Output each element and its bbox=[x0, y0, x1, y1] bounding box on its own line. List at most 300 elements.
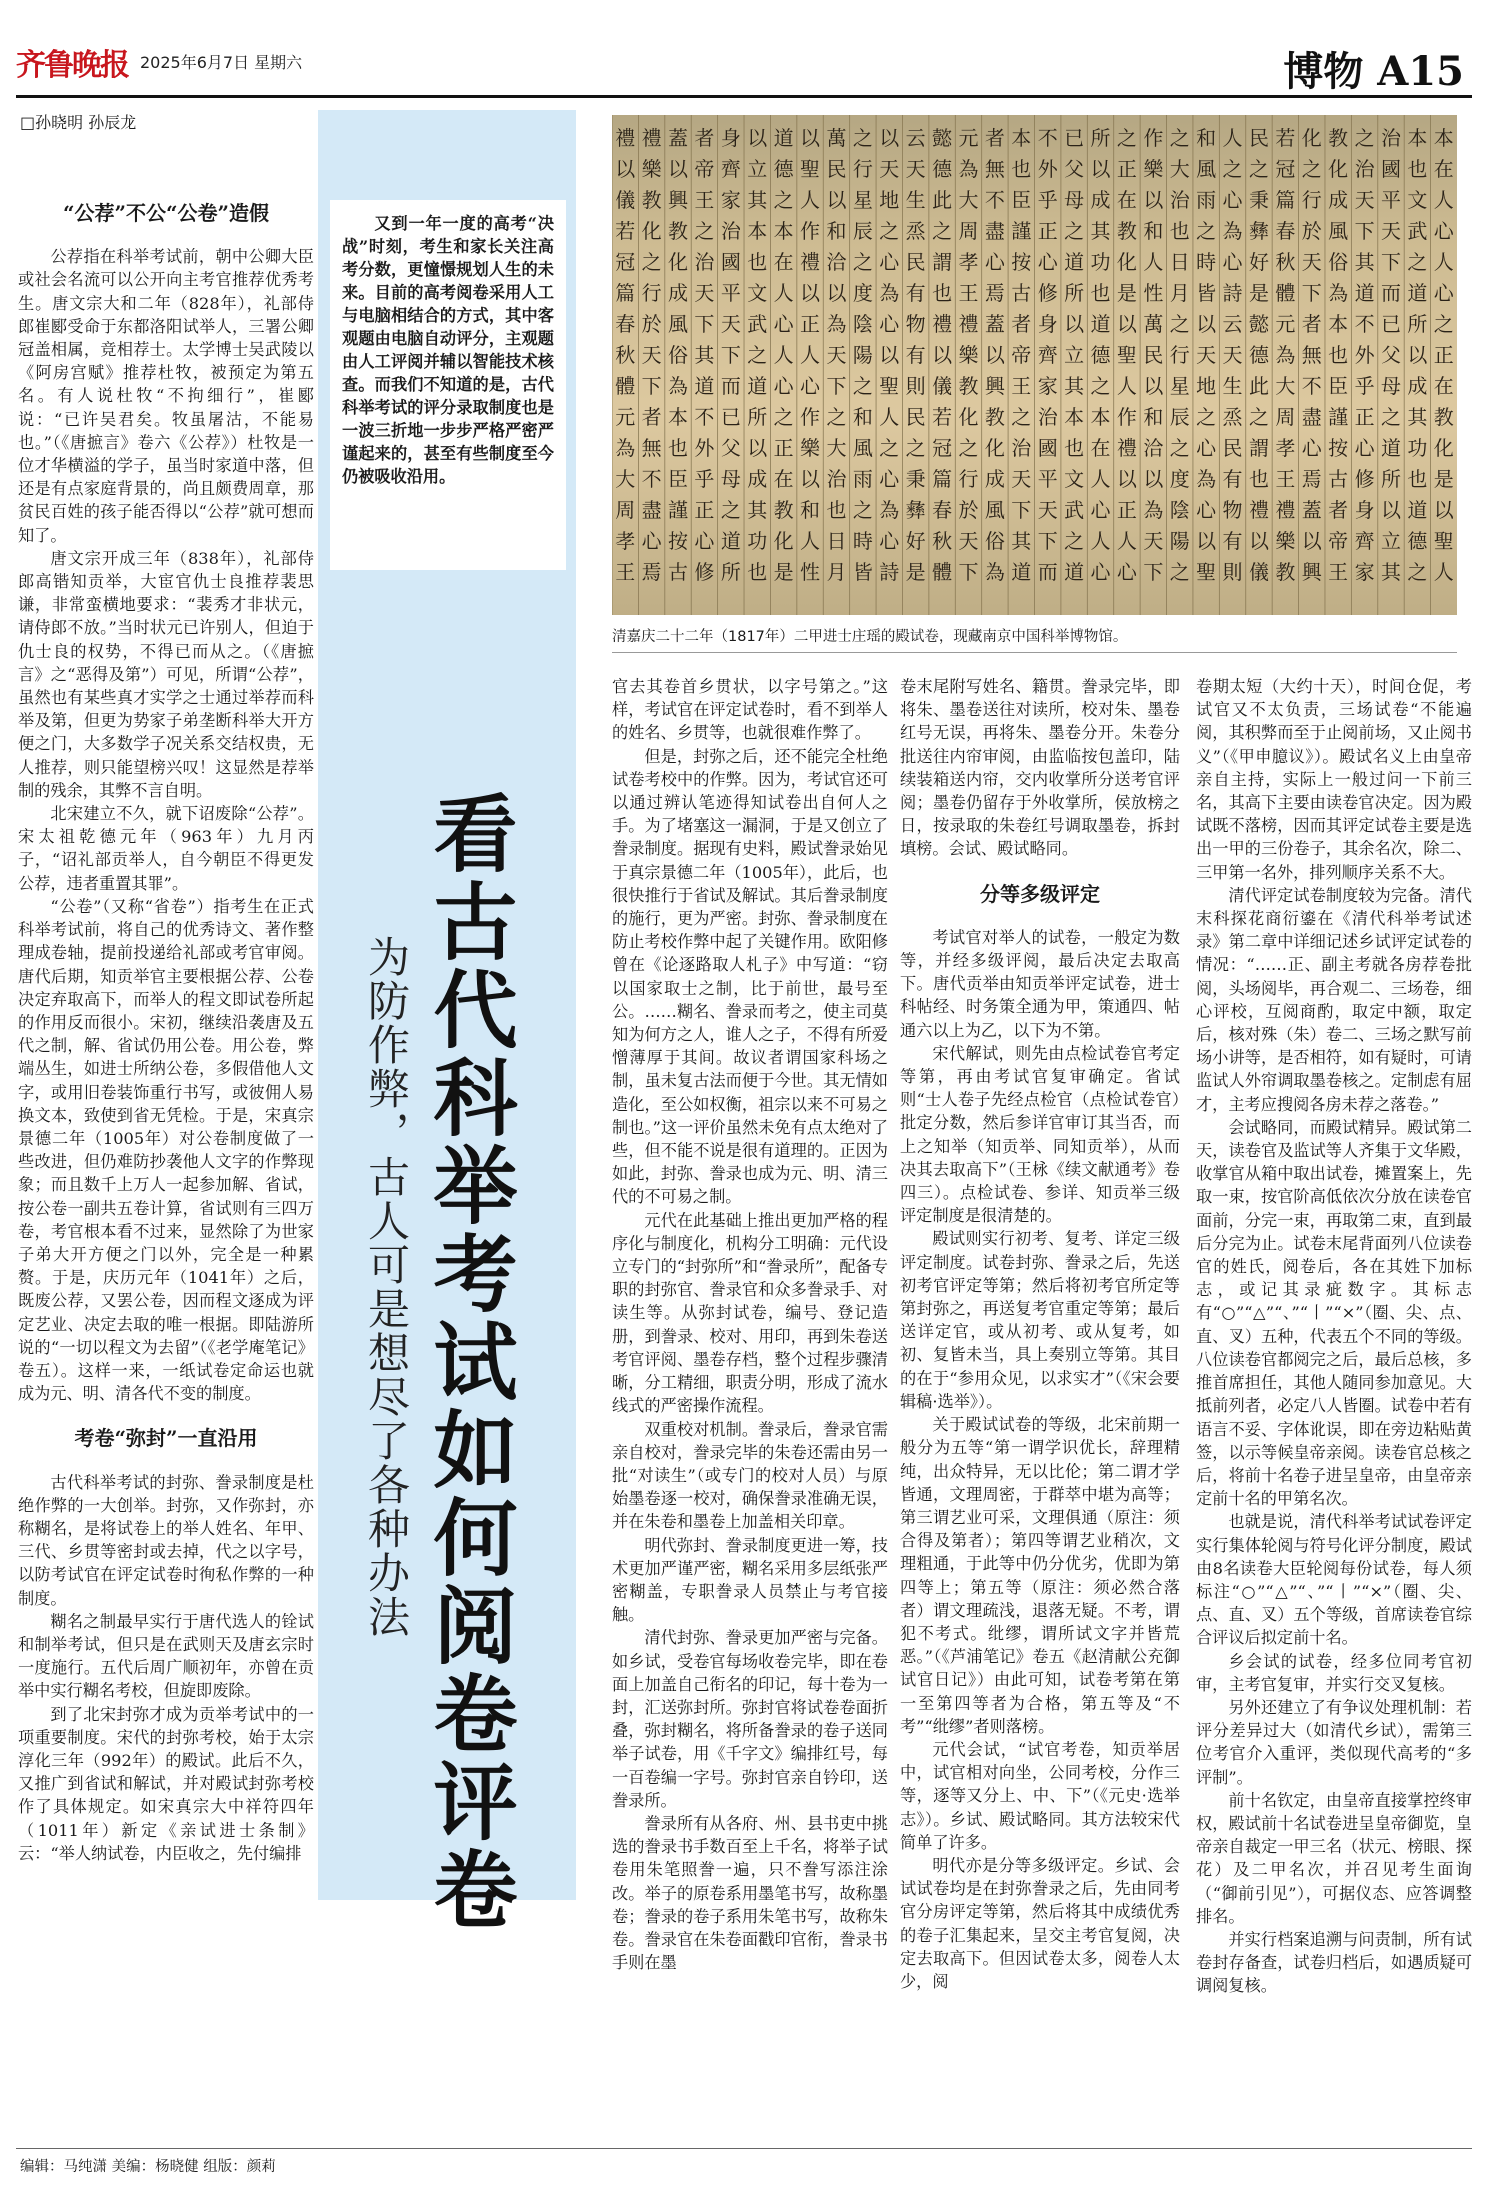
scroll-character: 心 bbox=[1433, 219, 1454, 243]
scroll-character: 於 bbox=[641, 312, 662, 336]
scroll-character: 臣 bbox=[668, 467, 689, 491]
scroll-character: 物 bbox=[905, 312, 926, 336]
scroll-character: 心 bbox=[879, 529, 900, 553]
bottom-divider bbox=[16, 2148, 1472, 2149]
scroll-character: 治 bbox=[826, 467, 847, 491]
scroll-character: 體 bbox=[615, 374, 636, 398]
scroll-character: 無 bbox=[984, 157, 1005, 181]
scroll-character: 秉 bbox=[905, 467, 926, 491]
scroll-character: 身 bbox=[1354, 498, 1375, 522]
scroll-character: 正 bbox=[1116, 157, 1137, 181]
scroll-character: 在 bbox=[773, 250, 794, 274]
body-paragraph: 明代弥封、誊录制度更进一筹，技术更加严谨严密，糊名采用多层纸张严密糊盖，专职誊录人员禁止与考官接触。 bbox=[612, 1535, 888, 1625]
scroll-character: 治 bbox=[1169, 188, 1190, 212]
scroll-character: 教 bbox=[1433, 405, 1454, 429]
section-subhead: 考卷“弥封”一直沿用 bbox=[74, 1426, 258, 1451]
scroll-character: 大 bbox=[958, 188, 979, 212]
scroll-character: 也 bbox=[1064, 436, 1085, 460]
scroll-character: 其 bbox=[1011, 529, 1032, 553]
scroll-character: 其 bbox=[694, 343, 715, 367]
article-column-3 bbox=[612, 675, 888, 1974]
section-subhead: 分等多级评定 bbox=[980, 881, 1100, 906]
scroll-character: 和 bbox=[852, 405, 873, 429]
scroll-character: 謂 bbox=[1248, 436, 1269, 460]
scroll-character: 是 bbox=[773, 560, 794, 584]
scroll-character: 盡 bbox=[1301, 405, 1322, 429]
scroll-character: 下 bbox=[1301, 281, 1322, 305]
scroll-character: 天 bbox=[720, 312, 741, 336]
scroll-character: 度 bbox=[852, 281, 873, 305]
scroll-character: 也 bbox=[932, 281, 953, 305]
scroll-character: 焉 bbox=[1301, 467, 1322, 491]
scroll-character: 在 bbox=[1090, 436, 1111, 460]
scroll-character: 人 bbox=[800, 529, 821, 553]
scroll-character: 之 bbox=[773, 188, 794, 212]
scroll-character: 心 bbox=[1301, 436, 1322, 460]
scroll-character: 篇 bbox=[1275, 188, 1296, 212]
scroll-character: 大 bbox=[826, 436, 847, 460]
scroll-character: 以 bbox=[668, 157, 689, 181]
scroll-character: 德 bbox=[773, 157, 794, 181]
scroll-character: 者 bbox=[1011, 312, 1032, 336]
scroll-character: 是 bbox=[1433, 467, 1454, 491]
scroll-character: 正 bbox=[773, 436, 794, 460]
scroll-character: 也 bbox=[1328, 343, 1349, 367]
body-paragraph: 到了北宋封弥才成为贡举考试中的一项重要制度。宋代的封弥考校，始于太宗淳化三年（992年）的殿试。此后不久，又推广到省试和解试，并对殿试封弥考校作了具体规定。如宋真宗大中祥符四年（1011年）新定《亲试进士条制》云：“举人纳试卷，内臣收之，先付编排 bbox=[18, 1704, 314, 1863]
scroll-character: 心 bbox=[773, 374, 794, 398]
scroll-character: 洽 bbox=[826, 250, 847, 274]
scroll-character: 人 bbox=[879, 405, 900, 429]
scroll-character: 聖 bbox=[1433, 529, 1454, 553]
scroll-character: 以 bbox=[826, 281, 847, 305]
scroll-character: 雨 bbox=[852, 467, 873, 491]
scroll-character: 人 bbox=[800, 188, 821, 212]
scroll-character: 而 bbox=[1037, 560, 1058, 584]
scroll-character: 是 bbox=[1116, 281, 1137, 305]
scroll-character: 成 bbox=[668, 281, 689, 305]
scroll-character: 心 bbox=[879, 312, 900, 336]
scroll-character: 無 bbox=[641, 436, 662, 460]
scroll-character: 成 bbox=[1328, 188, 1349, 212]
scroll-character: 人 bbox=[1433, 560, 1454, 584]
body-paragraph: 卷末尾附写姓名、籍贯。誊录完毕，即将朱、墨卷送往对读所，校对朱、墨卷红号无误，再将朱、墨卷分开。朱卷分批送往内帘审阅，由监临按包盖印，陆续装箱送内帘，交内收掌所分送考官评阅；墨卷仍留存于外收掌所，侯放榜之日，按录取的朱卷红号调取墨卷，拆封填榜。会试、殿试略同。 bbox=[900, 677, 1180, 859]
scroll-character: 心 bbox=[1196, 436, 1217, 460]
scroll-character: 武 bbox=[1407, 219, 1428, 243]
scroll-character: 之 bbox=[958, 436, 979, 460]
scroll-character: 聖 bbox=[800, 157, 821, 181]
photo-divider bbox=[612, 652, 1457, 653]
scroll-character: 烝 bbox=[1222, 405, 1243, 429]
body-paragraph: 殿试则实行初考、复考、详定三级评定制度。试卷封弥、誊录之后，先送初考官评定等第；然后将初考官所定等第封弥之，再送复考官重定等第；最后送详定官，或从初考、或从复考，如初、复皆未当，具上奏别立等第。其目的在于“参用众见，以求实才”（《宋会要辑稿·选举》）。 bbox=[900, 1229, 1180, 1411]
scroll-character: 治 bbox=[1037, 405, 1058, 429]
scroll-character: 乎 bbox=[694, 467, 715, 491]
scroll-character: 以 bbox=[1196, 312, 1217, 336]
scroll-character: 聖 bbox=[1116, 343, 1137, 367]
scroll-character: 陽 bbox=[852, 343, 873, 367]
scroll-character: 天 bbox=[1380, 219, 1401, 243]
scroll-character: 本 bbox=[773, 219, 794, 243]
scroll-character: 心 bbox=[1090, 498, 1111, 522]
scroll-character: 之 bbox=[1433, 312, 1454, 336]
scroll-character: 人 bbox=[1116, 529, 1137, 553]
scroll-character: 風 bbox=[668, 312, 689, 336]
body-paragraph: 但是，封弥之后，还不能完全杜绝试卷考校中的作弊。因为，考试官还可以通过辨认笔迹得知试卷出自何人之手。为了堵塞这一漏洞，于是又创立了誊录制度。据现有史料，殿试誊录始见于真宗景德二年（1005年），此后，也很快推行于省试及解试。其后誊录制度的施行，更为严密。封弥、誊录制度在防止考校作弊中起了关键作用。欧阳修曾在《论逐路取人札子》中写道：“窃以国家取士之制，比于前世，最号至公。……糊名、誊录而考之，使主司莫知为何方之人，谁人之子，不得有所爱憎薄厚于其间。故议者谓国家科场之制，虽未复古法而便于今世。其无情如造化，至公如权衡，祖宗以来不可易之制也。”这一评价虽然未免有点太绝对了些，但不能不说是很有道理的。正因为如此，封弥、誊录也成为元、明、清三代的不可易之制。 bbox=[612, 746, 888, 1207]
scroll-character: 作 bbox=[800, 219, 821, 243]
scroll-character: 秋 bbox=[932, 529, 953, 553]
scroll-character: 之 bbox=[879, 219, 900, 243]
scroll-character: 治 bbox=[1011, 436, 1032, 460]
byline: □孙晓明 孙辰龙 bbox=[20, 113, 137, 132]
scroll-character: 王 bbox=[1011, 374, 1032, 398]
scroll-character: 陽 bbox=[1169, 529, 1190, 553]
scroll-character: 也 bbox=[1011, 157, 1032, 181]
scroll-character: 治 bbox=[720, 219, 741, 243]
scroll-character: 心 bbox=[1090, 560, 1111, 584]
scroll-character: 教 bbox=[1116, 219, 1137, 243]
scroll-character: 天 bbox=[1354, 188, 1375, 212]
scroll-character: 謹 bbox=[1328, 405, 1349, 429]
scroll-character: 身 bbox=[720, 126, 741, 150]
scroll-character: 天 bbox=[879, 157, 900, 181]
scroll-character: 元 bbox=[1275, 312, 1296, 336]
scroll-character: 化 bbox=[1301, 126, 1322, 150]
scroll-character: 其 bbox=[1380, 560, 1401, 584]
body-paragraph: 公荐指在科举考试前，朝中公卿大臣或社会名流可以公开向主考官推荐优秀考生。唐文宗大和二年（828年），礼部侍郎崔郾受命于东都洛阳试举人，三署公卿冠盖相属，竞相荐士。太学博士吴武陵以《阿房宫赋》推荐杜牧，被预定为第五名。有人说杜牧“不拘细行”，崔郾说：“已许吴君矣。牧虽屠沽，不能易也。”（《唐摭言》卷六《公荐》）杜牧是一位才华横溢的学子，虽当时家道中落，但还是有点家庭背景的，尚且颇费周章，那贫民百姓的孩子能否得以“公荐”就可想而知了。 bbox=[18, 247, 314, 545]
scroll-character: 文 bbox=[1407, 188, 1428, 212]
body-paragraph: 宋代解试，则先由点检试卷官考定等第，再由考试官复审确定。省试则“士人卷子先经点检官（点检试卷官）批定分数，然后参详官审订其当否，而上之知举（知贡举、同知贡举），从而决其去取高下”（王栐《续文献通考》卷四三）。点检试卷、参详、知贡举三级评定制度是很清楚的。 bbox=[900, 1043, 1180, 1226]
scroll-character: 樂 bbox=[641, 157, 662, 181]
scroll-character: 王 bbox=[615, 560, 636, 584]
scroll-character: 儀 bbox=[615, 188, 636, 212]
body-paragraph: 前十名钦定，由皇帝直接掌控终审权，殿试前十名试卷进呈皇帝御览，皇帝亲自裁定一甲三名（状元、榜眼、探花）及二甲名次，并召见考生面询（“御前引见”），可据仪态、应答调整排名。 bbox=[1196, 1790, 1472, 1926]
scroll-character: 正 bbox=[694, 498, 715, 522]
scroll-character: 化 bbox=[641, 219, 662, 243]
scroll-character: 教 bbox=[1275, 560, 1296, 584]
scroll-character: 道 bbox=[1064, 560, 1085, 584]
scroll-character: 平 bbox=[720, 281, 741, 305]
scroll-character: 為 bbox=[668, 374, 689, 398]
scroll-character: 按 bbox=[1328, 436, 1349, 460]
scroll-character: 帝 bbox=[694, 157, 715, 181]
scroll-character: 是 bbox=[905, 560, 926, 584]
scroll-character: 人 bbox=[1143, 250, 1164, 274]
scroll-character: 是 bbox=[1248, 281, 1269, 305]
scroll-character: 其 bbox=[1090, 219, 1111, 243]
scroll-character: 雨 bbox=[1196, 188, 1217, 212]
scroll-character: 之 bbox=[1169, 560, 1190, 584]
scroll-character: 下 bbox=[1037, 529, 1058, 553]
scroll-character: 人 bbox=[1116, 374, 1137, 398]
scroll-character: 德 bbox=[932, 157, 953, 181]
scroll-character: 之 bbox=[852, 126, 873, 150]
scroll-character: 道 bbox=[1407, 498, 1428, 522]
scroll-character: 有 bbox=[905, 281, 926, 305]
scroll-character: 體 bbox=[1275, 281, 1296, 305]
scroll-character: 樂 bbox=[1143, 157, 1164, 181]
scroll-character: 也 bbox=[668, 436, 689, 460]
scroll-character: 之 bbox=[641, 250, 662, 274]
scroll-character: 不 bbox=[1037, 126, 1058, 150]
scroll-character: 秋 bbox=[615, 343, 636, 367]
scroll-character: 化 bbox=[1328, 157, 1349, 181]
scroll-character: 乎 bbox=[1037, 188, 1058, 212]
scroll-character: 化 bbox=[773, 529, 794, 553]
scroll-character: 治 bbox=[1354, 157, 1375, 181]
scroll-character: 大 bbox=[1275, 374, 1296, 398]
scroll-character: 心 bbox=[800, 374, 821, 398]
scroll-character: 之 bbox=[1011, 405, 1032, 429]
scroll-character: 之 bbox=[1064, 529, 1085, 553]
scroll-character: 為 bbox=[1275, 343, 1296, 367]
scroll-character: 篇 bbox=[615, 281, 636, 305]
scroll-character: 以 bbox=[1143, 467, 1164, 491]
scroll-character: 時 bbox=[852, 529, 873, 553]
scroll-character: 天 bbox=[905, 157, 926, 181]
scroll-character: 外 bbox=[1037, 157, 1058, 181]
scroll-character: 好 bbox=[1248, 250, 1269, 274]
scroll-character: 化 bbox=[1116, 250, 1137, 274]
scroll-character: 心 bbox=[1196, 498, 1217, 522]
scroll-character: 成 bbox=[747, 467, 768, 491]
scroll-character: 周 bbox=[958, 219, 979, 243]
scroll-character: 在 bbox=[773, 467, 794, 491]
scroll-character: 以 bbox=[747, 126, 768, 150]
body-paragraph: 会试略同，而殿试精异。殿试第二天，读卷官及监试等人齐集于文华殿，收掌官从箱中取出试卷，摊置案上，先取一束，按官阶高低依次分放在读卷官面前，分完一束，再取第二束，直到最后分完为止。试卷末尾背面列八位读卷官的姓氏，阅卷后，各在其姓下加标志，或记其录疵数字。其标志有“○”“△”“、”“丨”“×”（圈、尖、点、直、叉）五种，代表五个不同的等级。八位读卷官都阅完之后，最后总核，多推首席担任，其他人随同参加意见。大抵前列者，必定八人皆圈。试卷中若有语言不妥、字体讹误，即在旁边粘贴黄签，以示等候皇帝亲阅。读卷官总核之后，将前十名卷子进呈皇帝，由皇帝亲定前十名的甲第名次。 bbox=[1196, 1117, 1472, 1509]
scroll-character: 不 bbox=[694, 405, 715, 429]
scroll-character: 謂 bbox=[932, 250, 953, 274]
scroll-character: 冠 bbox=[1275, 157, 1296, 181]
scroll-character: 辰 bbox=[852, 219, 873, 243]
scroll-character: 孝 bbox=[615, 529, 636, 553]
scroll-character: 教 bbox=[668, 219, 689, 243]
scroll-character: 性 bbox=[800, 560, 821, 584]
scroll-character: 心 bbox=[984, 250, 1005, 274]
scroll-character: 身 bbox=[1037, 312, 1058, 336]
body-paragraph: “公卷”（又称“省卷”）指考生在正式科举考试前，将自己的优秀诗文、著作整理成卷轴，提前投递给礼部或考官审阅。唐代后期，知贡举官主要根据公荐、公卷决定弃取高下，而举人的程文即试卷所起的作用反而很小。宋初，继续沿袭唐及五代之制，解、省试仍用公卷。用公卷，弊端丛生，如进士所纳公卷，多假借他人文字，或用旧卷装饰重行书写，或彼佣人易换文本，致使到省无凭检。于是，宋真宗景德二年（1005年）对公卷制度做了一些改进，但仍难防抄袭他人文字的作弊现象；而且数千上万人一起参加解、省试，按公卷一副共五卷计算，省试则有三四万卷，考官根本看不过来，显然除了为世家子弟大开方便之门以外，完全是一种累赘。于是，庆历元年（1041年）之后，既废公荐，又罢公卷，因而程文逐成为评定艺业、决定去取的唯一根据。即陆游所说的“一切以程文为去留”（《老学庵笔记》卷五）。这样一来，一纸试卷定命运也就成为元、明、清各代不变的制度。 bbox=[18, 896, 314, 1404]
scroll-character: 之 bbox=[1064, 219, 1085, 243]
scroll-character: 彝 bbox=[1248, 219, 1269, 243]
scroll-character: 蓋 bbox=[668, 126, 689, 150]
body-paragraph: 清代评定试卷制度较为完备。清代末科探花商衍鎏在《清代科举考试述录》第二章中详细记述乡试评定试卷的情况：“……正、副主考就各房荐卷批阅，头场阅毕，再合观二、三场卷，细心评校，互阅商酌，取定中额，取定后，核对殊（朱）卷二、三场之默写前场小讲等，是否相符，如有疑时，可请监试人外帘调取墨卷核之。定制虑有屈才，主考应搜阅各房未荐之落卷。” bbox=[1196, 885, 1472, 1114]
scroll-character: 家 bbox=[1037, 374, 1058, 398]
scroll-character: 父 bbox=[1064, 157, 1085, 181]
scroll-character: 所 bbox=[1064, 281, 1085, 305]
scroll-character: 按 bbox=[1011, 250, 1032, 274]
scroll-character: 下 bbox=[1380, 250, 1401, 274]
scroll-character: 不 bbox=[1301, 374, 1322, 398]
scroll-character: 之 bbox=[1196, 405, 1217, 429]
scroll-character: 其 bbox=[747, 498, 768, 522]
scroll-character: 心 bbox=[641, 529, 662, 553]
scroll-character: 以 bbox=[879, 343, 900, 367]
scroll-character: 而 bbox=[720, 374, 741, 398]
body-paragraph: 官去其卷首乡贯状，以字号第之。”这样，考试官在评定试卷时，看不到举人的姓名、乡贯等，也就很难作弊了。 bbox=[612, 677, 888, 743]
scroll-character: 本 bbox=[747, 219, 768, 243]
scroll-character: 天 bbox=[958, 529, 979, 553]
scroll-character: 也 bbox=[1248, 467, 1269, 491]
scroll-character: 在 bbox=[1116, 188, 1137, 212]
scroll-character: 地 bbox=[879, 188, 900, 212]
scroll-character: 武 bbox=[1064, 498, 1085, 522]
scroll-character: 立 bbox=[1064, 343, 1085, 367]
scroll-character: 樂 bbox=[800, 436, 821, 460]
article-column-5 bbox=[1196, 675, 1472, 1998]
scroll-character: 也 bbox=[1090, 281, 1111, 305]
scroll-character: 齊 bbox=[720, 157, 741, 181]
scroll-character: 之 bbox=[932, 219, 953, 243]
scroll-character: 心 bbox=[773, 312, 794, 336]
scroll-character: 也 bbox=[747, 560, 768, 584]
scroll-character: 為 bbox=[879, 281, 900, 305]
scroll-character: 而 bbox=[1380, 281, 1401, 305]
scroll-character: 作 bbox=[1143, 126, 1164, 150]
scroll-character: 樂 bbox=[958, 343, 979, 367]
scroll-character: 之 bbox=[879, 436, 900, 460]
scroll-character: 文 bbox=[1064, 467, 1085, 491]
scroll-character: 教 bbox=[641, 188, 662, 212]
scroll-character: 聖 bbox=[1196, 560, 1217, 584]
scroll-character: 下 bbox=[1354, 219, 1375, 243]
scroll-character: 之 bbox=[852, 250, 873, 274]
scroll-character: 若 bbox=[1275, 126, 1296, 150]
scroll-character: 為 bbox=[984, 560, 1005, 584]
scroll-character: 物 bbox=[1222, 498, 1243, 522]
scroll-character: 道 bbox=[1354, 281, 1375, 305]
scroll-character: 化 bbox=[1433, 436, 1454, 460]
scroll-character: 平 bbox=[1037, 467, 1058, 491]
scroll-character: 行 bbox=[958, 467, 979, 491]
scroll-character: 民 bbox=[905, 405, 926, 429]
scroll-character: 興 bbox=[984, 374, 1005, 398]
scroll-character: 禮 bbox=[615, 126, 636, 150]
scroll-character: 烝 bbox=[905, 219, 926, 243]
editor-credits: 编辑：马纯潇 美编：杨晓健 组版：颜莉 bbox=[20, 2159, 276, 2175]
scroll-character: 人 bbox=[800, 343, 821, 367]
scroll-character: 以 bbox=[826, 188, 847, 212]
body-paragraph: 元代会试，“试官考卷，知贡举居中，试官相对向坐，公同考校，分作三等，逐等又分上、中、下”（《元史·选举志》）。乡试、殿试略同。其方法较宋代简单了许多。 bbox=[900, 1739, 1180, 1852]
top-divider bbox=[16, 95, 1472, 98]
body-paragraph: 考试官对举人的试卷，一般定为数等，并经多级评阅，最后决定去取高下。唐代贡举由知贡举评定试卷，进士科帖经、时务策全通为甲，策通四、帖通六以上为乙，以下为不第。 bbox=[900, 927, 1180, 1040]
scroll-character: 天 bbox=[1301, 250, 1322, 274]
scroll-character: 古 bbox=[1011, 281, 1032, 305]
scroll-character: 治 bbox=[1380, 126, 1401, 150]
scroll-character: 所 bbox=[720, 560, 741, 584]
scroll-character: 正 bbox=[1116, 498, 1137, 522]
scroll-character: 風 bbox=[984, 498, 1005, 522]
scroll-character: 心 bbox=[1116, 560, 1137, 584]
article-column-1 bbox=[18, 180, 314, 1865]
scroll-character: 彝 bbox=[905, 498, 926, 522]
scroll-character: 以 bbox=[1380, 498, 1401, 522]
scroll-character: 民 bbox=[1222, 436, 1243, 460]
scroll-character: 之 bbox=[1407, 560, 1428, 584]
scroll-character: 生 bbox=[1222, 374, 1243, 398]
scroll-character: 古 bbox=[1328, 467, 1349, 491]
scroll-character: 興 bbox=[668, 188, 689, 212]
scroll-character: 其 bbox=[1407, 405, 1428, 429]
scroll-character: 大 bbox=[1169, 157, 1190, 181]
scroll-character: 國 bbox=[1380, 157, 1401, 181]
scroll-character: 風 bbox=[852, 436, 873, 460]
scroll-character: 之 bbox=[1169, 126, 1190, 150]
body-paragraph: 卷期太短（大约十天），时间仓促，考试官又不太负责，三场试卷“不能遍阅，其积弊而至于止阅前场，又止阅书义”（《甲申臆议》）。殿试名义上由皇帝亲自主持，实际上一般过问一下前三名，其高下主要由读卷官决定。因为殿试既不落榜，因而其评定试卷主要是选出一甲的三份卷子，其余名次，除二、三甲第一名外，排列顺序关系不大。 bbox=[1196, 677, 1472, 882]
body-paragraph: 北宋建立不久，就下诏废除“公荐”。宋太祖乾德元年（963年）九月丙子，“诏礼部贡举人，自今朝臣不得更发公荐，违者重置其罪”。 bbox=[18, 804, 314, 893]
scroll-character: 本 bbox=[1433, 126, 1454, 150]
scroll-character: 也 bbox=[1407, 157, 1428, 181]
scroll-character: 禮 bbox=[1116, 436, 1137, 460]
body-paragraph: 清代封弥、誊录更加严密与完备。如乡试，受卷官每场收卷完毕，即在卷面上加盖自己衔名的印记，每十卷为一封，汇送弥封所。弥封官将试卷卷面折叠，弥封糊名，将所备誊录的卷子送同举子试卷，用《千字文》编排红号，每一百卷编一字号。弥封官亲自钤印，送誊录所。 bbox=[612, 1628, 888, 1810]
scroll-character: 德 bbox=[1248, 343, 1269, 367]
section-label: 博物 A15 bbox=[1283, 48, 1464, 95]
scroll-character: 立 bbox=[1380, 529, 1401, 553]
scroll-character: 本 bbox=[1328, 312, 1349, 336]
scroll-character: 本 bbox=[1090, 405, 1111, 429]
scroll-character: 民 bbox=[826, 157, 847, 181]
scroll-character: 周 bbox=[615, 498, 636, 522]
scroll-character: 家 bbox=[720, 188, 741, 212]
scroll-character: 者 bbox=[1301, 312, 1322, 336]
scroll-character: 日 bbox=[1169, 250, 1190, 274]
scroll-character: 以 bbox=[800, 281, 821, 305]
scroll-character: 好 bbox=[905, 529, 926, 553]
scroll-character: 王 bbox=[1275, 467, 1296, 491]
scroll-character: 母 bbox=[720, 467, 741, 491]
scroll-character: 心 bbox=[1354, 436, 1375, 460]
scroll-character: 無 bbox=[1301, 343, 1322, 367]
scroll-character: 心 bbox=[1222, 250, 1243, 274]
scroll-character: 臣 bbox=[1328, 374, 1349, 398]
scroll-character: 父 bbox=[1380, 343, 1401, 367]
scroll-character: 教 bbox=[773, 498, 794, 522]
scroll-character: 聖 bbox=[879, 374, 900, 398]
scroll-character: 在 bbox=[1433, 374, 1454, 398]
scroll-character: 之 bbox=[852, 374, 873, 398]
scroll-character: 之 bbox=[747, 343, 768, 367]
scroll-character: 道 bbox=[1011, 560, 1032, 584]
scroll-character: 成 bbox=[1407, 374, 1428, 398]
scroll-character: 正 bbox=[800, 312, 821, 336]
scroll-character: 以 bbox=[800, 467, 821, 491]
scroll-character: 風 bbox=[1328, 219, 1349, 243]
exam-scroll-photo bbox=[612, 115, 1457, 615]
scroll-character: 有 bbox=[905, 343, 926, 367]
scroll-character: 萬 bbox=[826, 126, 847, 150]
scroll-character: 為 bbox=[1222, 219, 1243, 243]
body-paragraph: 明代亦是分等多级评定。乡试、会试试卷均是在封弥誊录之后，先由同考官分房评定等第，然后将其中成绩优秀的卷子汇集起来，呈交主考官复阅，决定去取高下。但因试卷太多，阅卷人太少，阅 bbox=[900, 1855, 1180, 1991]
scroll-character: 性 bbox=[1143, 281, 1164, 305]
scroll-character: 以 bbox=[932, 343, 953, 367]
scroll-character: 心 bbox=[879, 467, 900, 491]
scroll-character: 孝 bbox=[958, 250, 979, 274]
scroll-character: 平 bbox=[1380, 188, 1401, 212]
body-paragraph: 糊名之制最早实行于唐代选人的铨试和制举考试，但只是在武则天及唐玄宗时一度施行。五代后周广顺初年，亦曾在贡举中实行糊名考校，但旋即废除。 bbox=[18, 1611, 314, 1701]
scroll-character: 以 bbox=[1248, 529, 1269, 553]
scroll-character: 篇 bbox=[932, 467, 953, 491]
scroll-character: 人 bbox=[773, 281, 794, 305]
body-paragraph: 双重校对机制。誊录后，誊录官需亲自校对，誊录完毕的朱卷还需由另一批“对读生”（或专门的校对人员）与原始墨卷逐一校对，确保誊录准确无误，并在朱卷和墨卷上加盖相关印章。 bbox=[612, 1419, 888, 1532]
scroll-character: 陰 bbox=[1169, 498, 1190, 522]
scroll-character: 不 bbox=[641, 467, 662, 491]
scroll-character: 所 bbox=[747, 405, 768, 429]
scroll-character: 不 bbox=[1354, 312, 1375, 336]
scroll-character: 古 bbox=[668, 560, 689, 584]
scroll-character: 地 bbox=[1196, 374, 1217, 398]
scroll-character: 已 bbox=[1380, 312, 1401, 336]
scroll-character: 為 bbox=[1143, 498, 1164, 522]
scroll-character: 月 bbox=[826, 560, 847, 584]
scroll-character: 樂 bbox=[1275, 529, 1296, 553]
scroll-character: 之 bbox=[1169, 436, 1190, 460]
